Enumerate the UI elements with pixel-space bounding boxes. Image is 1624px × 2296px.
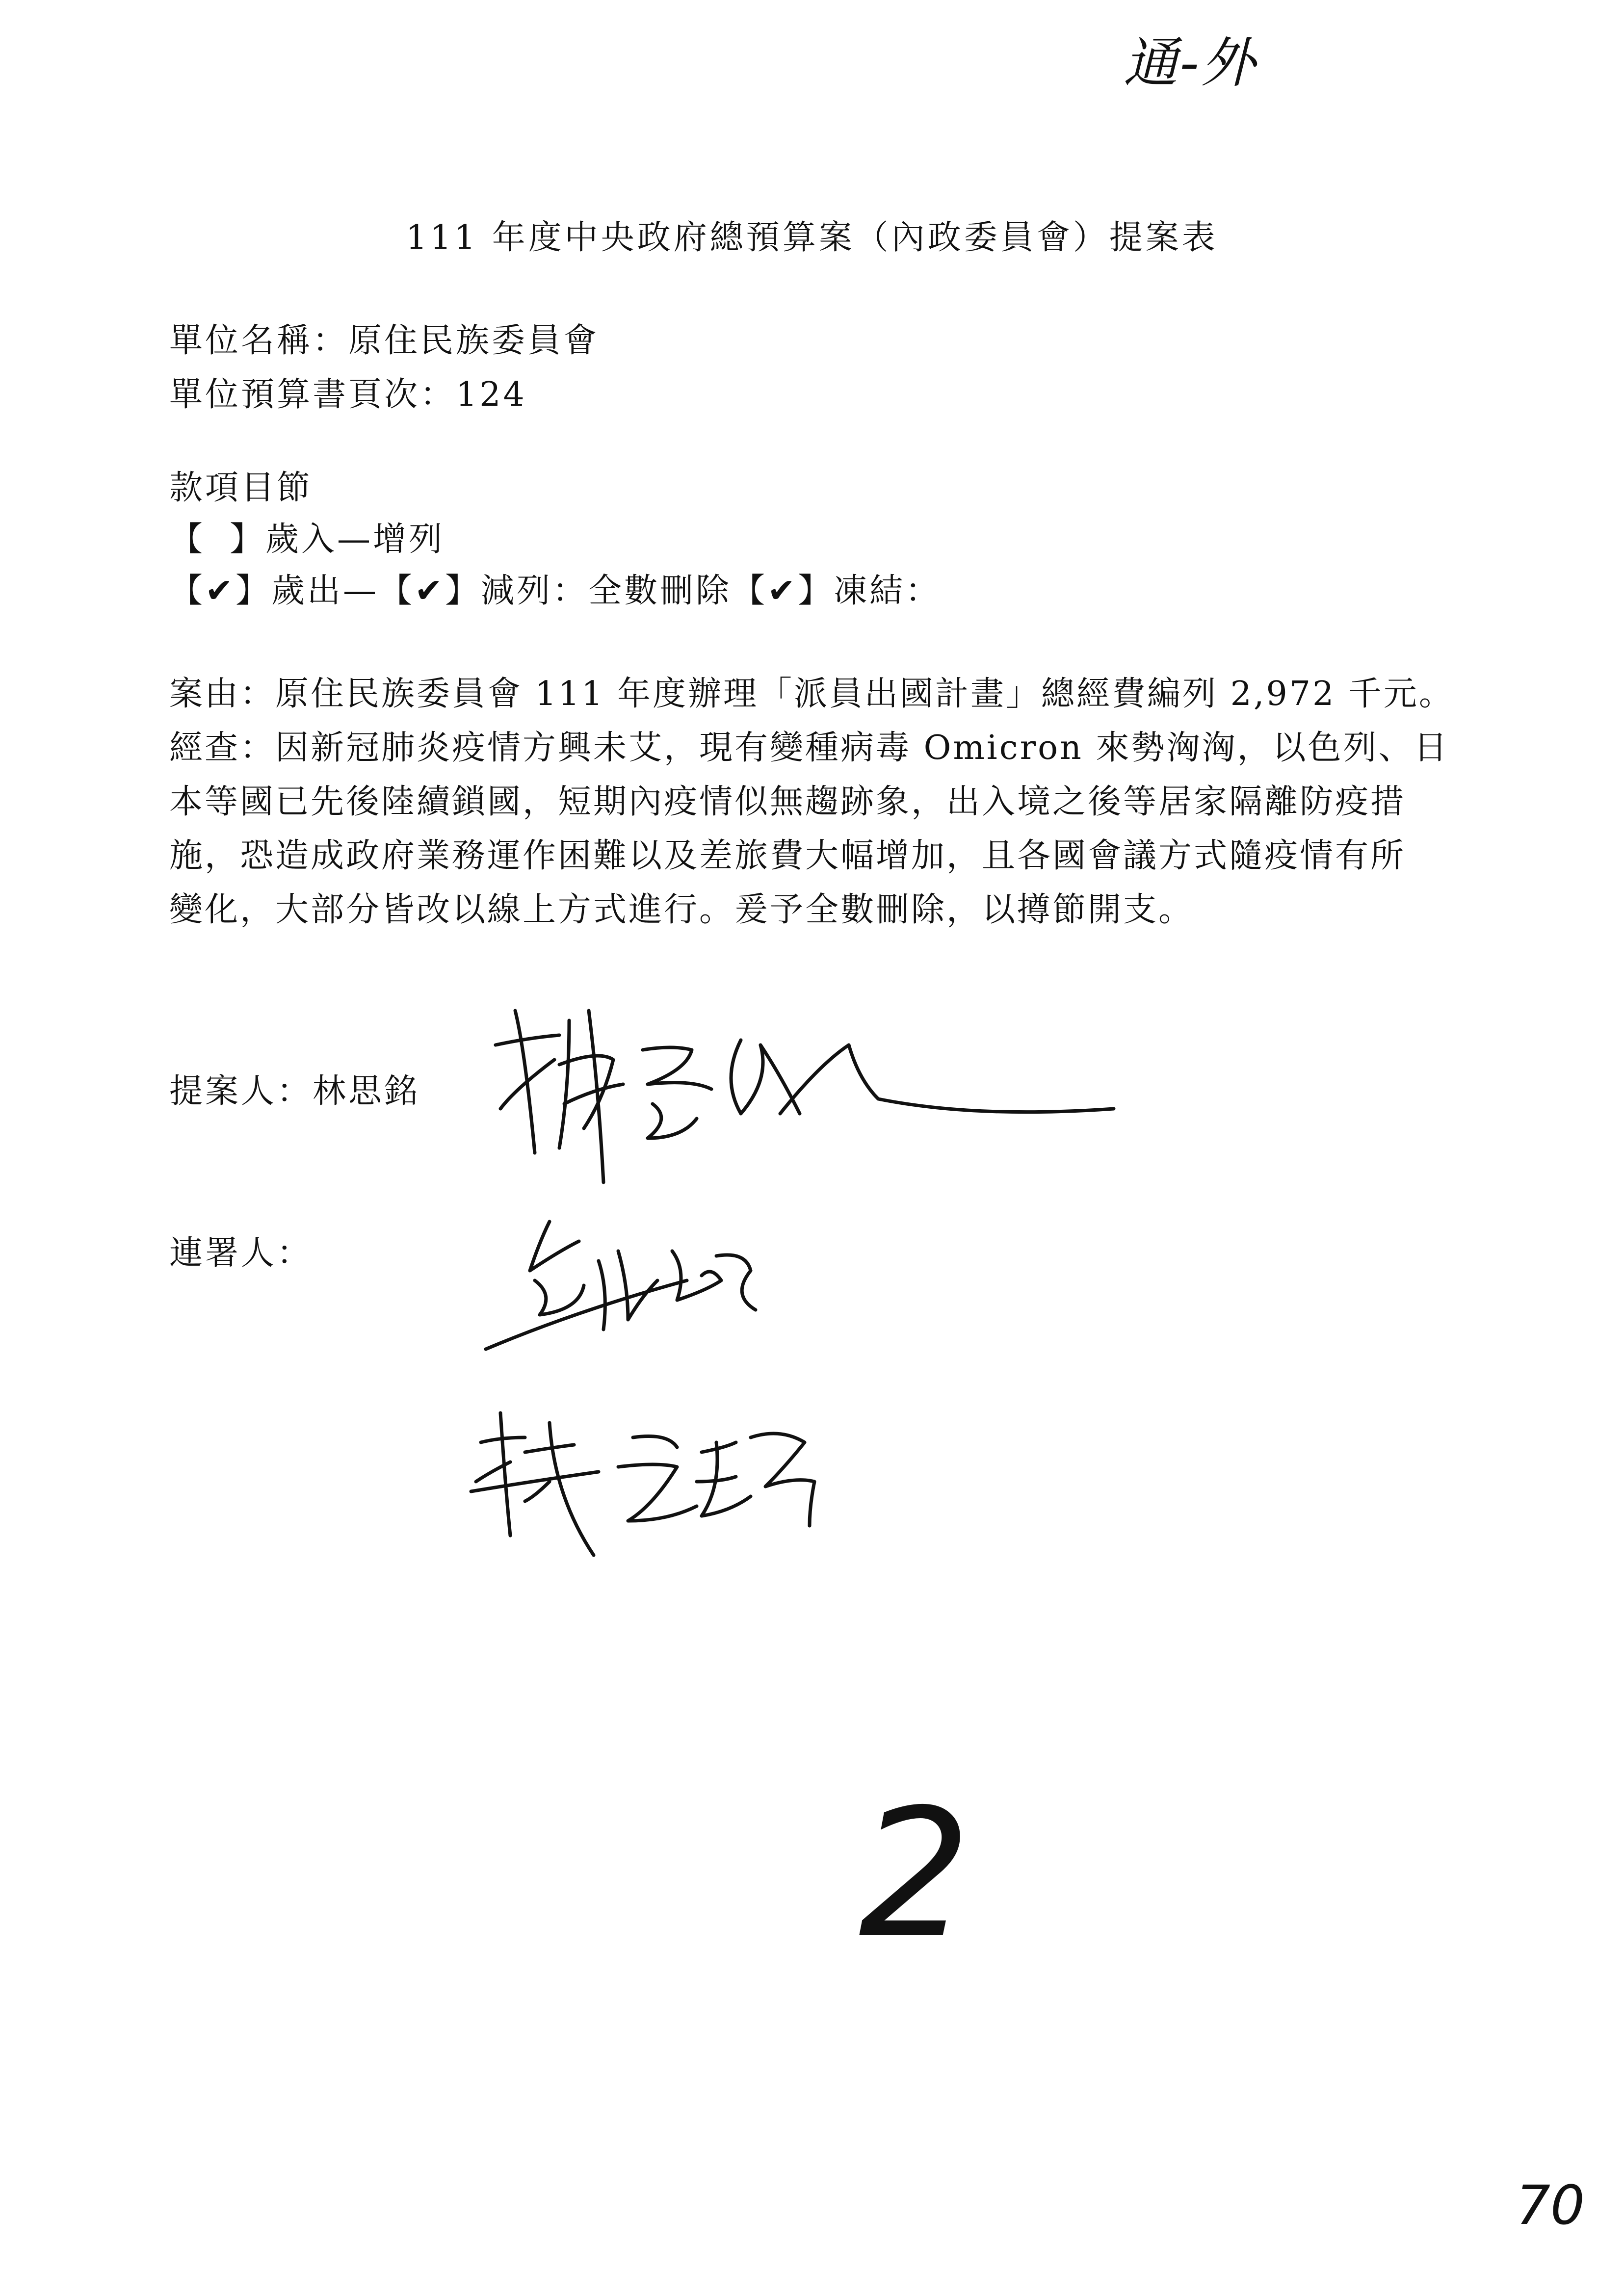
cosigners-label: 連署人： xyxy=(169,1234,313,1273)
expenditure-line xyxy=(169,564,941,612)
expenditure-checkbox-close: 】 xyxy=(236,572,272,610)
unit-name: 單位名稱：原住民族委員會 xyxy=(169,321,600,360)
cosigner-signature-1 xyxy=(481,1212,775,1359)
reduce-checkbox-close: 】 xyxy=(445,572,481,610)
reduce-checkbox-open: 【 xyxy=(379,572,415,610)
case-body-line: 經查：因新冠肺炎疫情方興未艾，現有變種病毒 Omicron 來勢洶洶，以色列、日 xyxy=(169,729,1449,767)
reduce-text: 減列：全數刪除 xyxy=(481,572,732,610)
cosigner-signature-2 xyxy=(471,1408,824,1575)
freeze-checkbox-open: 【 xyxy=(732,572,768,610)
freeze-checkbox-close: 】 xyxy=(798,572,834,610)
case-body-line: 變化，大部分皆改以線上方式進行。爰予全數刪除，以撙節開支。 xyxy=(169,890,1194,929)
revenue-line-text: 歲入—增列 xyxy=(265,520,445,559)
case-body-line: 本等國已先後陸續鎖國，短期內疫情似無趨跡象，出入境之後等居家隔離防疫措 xyxy=(169,783,1406,821)
expenditure-checkbox-mark: ✔ xyxy=(205,572,236,610)
case-body-line: 案由：原住民族委員會 111 年度辦理「派員出國計畫」總經費編列 2,972 千元。 xyxy=(169,675,1454,713)
page-number: 70 xyxy=(1516,2174,1585,2237)
corner-handwritten-note: 通-外 xyxy=(1124,31,1257,94)
section-label: 款項目節 xyxy=(169,469,313,507)
reduce-checkbox-mark: ✔ xyxy=(415,572,445,610)
proposer: 提案人：林思銘 xyxy=(169,1072,420,1111)
revenue-line xyxy=(169,513,445,560)
proposer-signature xyxy=(486,991,1124,1197)
unit-budget-page: 單位預算書頁次：124 xyxy=(169,375,527,414)
freeze-checkbox-mark: ✔ xyxy=(767,572,798,610)
revenue-checkbox-open: 【 xyxy=(169,520,206,559)
case-body-line: 施，恐造成政府業務運作困難以及差旅費大幅增加，且各國會議方式隨疫情有所 xyxy=(169,836,1406,875)
revenue-checkbox-close: 】 xyxy=(230,520,266,559)
expenditure-checkbox-open: 【 xyxy=(169,572,206,610)
freeze-text: 凍結： xyxy=(834,572,942,610)
handwritten-number: 2 xyxy=(859,1771,971,1977)
case-body xyxy=(169,667,1494,937)
expenditure-text: 歲出— xyxy=(271,572,379,610)
page-title: 111 年度中央政府總預算案（內政委員會）提案表 xyxy=(406,218,1218,257)
